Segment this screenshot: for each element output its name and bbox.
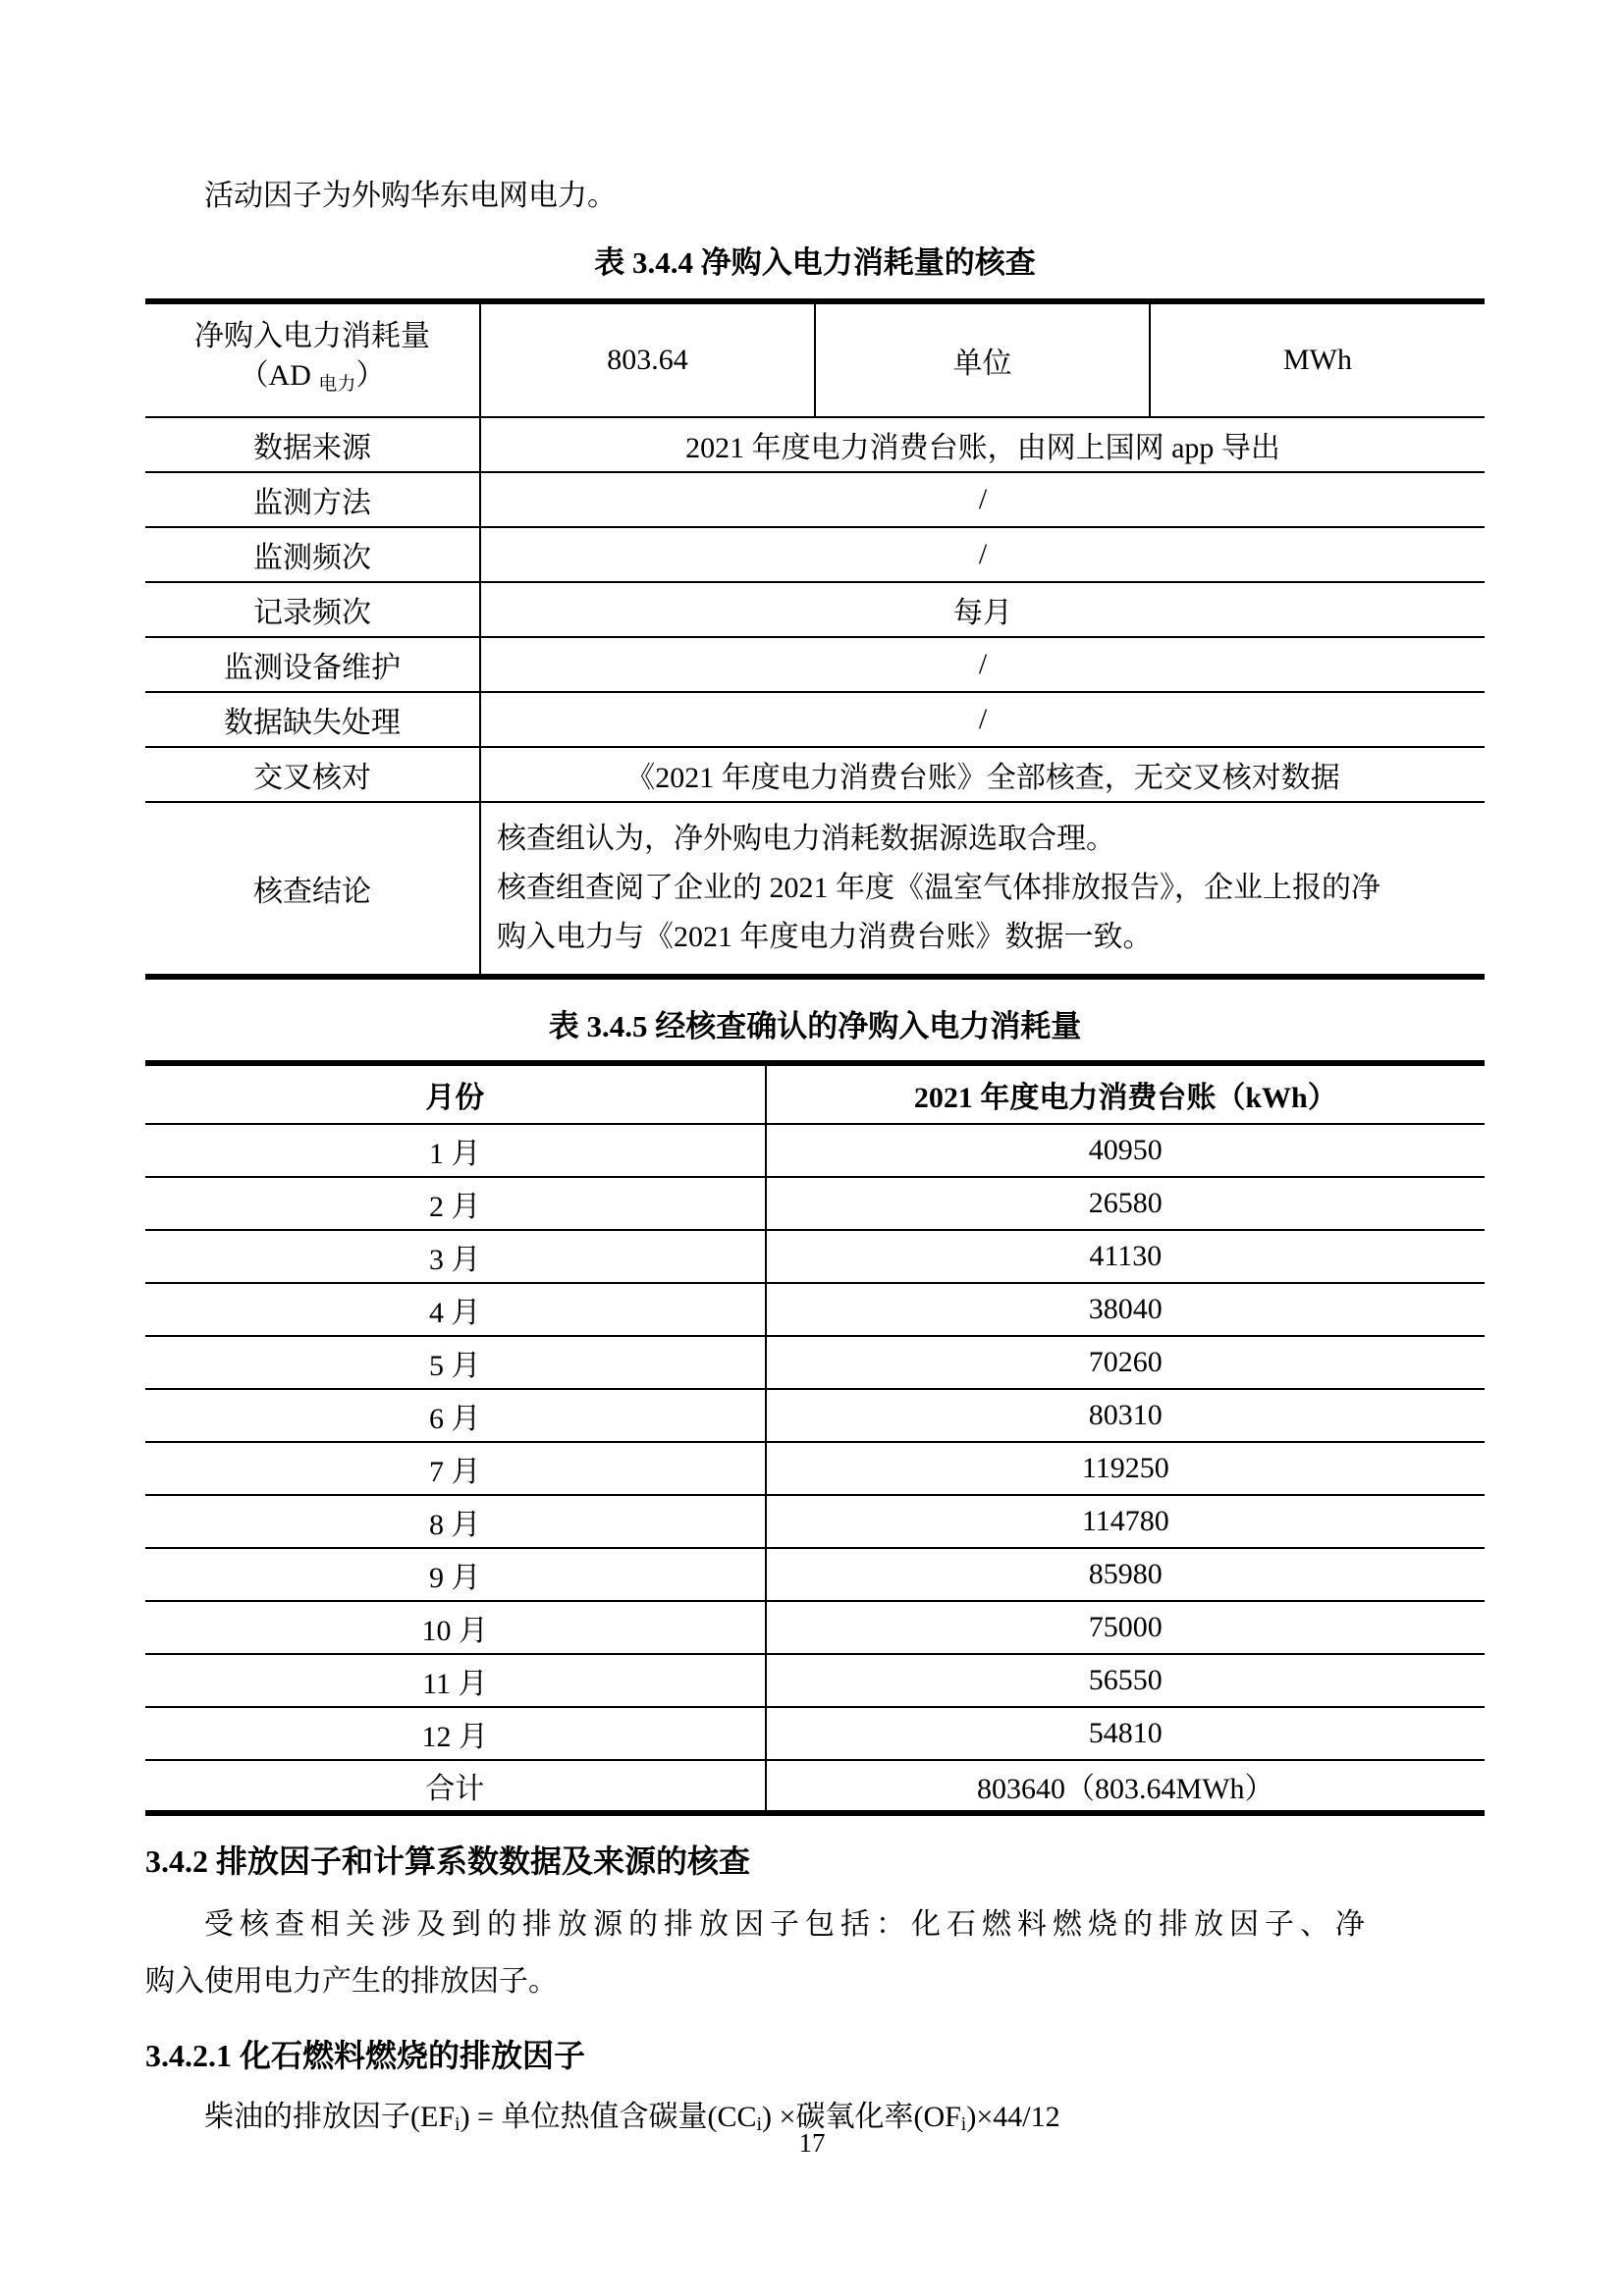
value-cell: 38040 [766,1283,1485,1336]
table-row [145,1548,1485,1601]
section-heading-3-4-2: 3.4.2 排放因子和计算系数数据及来源的核查 [145,1843,751,1879]
intro-paragraph: 活动因子为外购华东电网电力。 [204,180,617,212]
value-cell: 85980 [766,1548,1485,1601]
table-row [145,1495,1485,1548]
table-row [145,747,1485,802]
label-cell: 监测方法 [145,472,480,527]
month-cell: 10 月 [145,1601,766,1654]
month-cell: 11 月 [145,1654,766,1707]
table-3-4-4-title: 表 3.4.4 净购入电力消耗量的核查 [594,245,1036,280]
value-cell: / [480,637,1485,692]
formula-part-4: )×44/12 [966,2101,1060,2133]
value-cell: 119250 [766,1442,1485,1495]
total-value-cell: 803640（803.64MWh） [766,1760,1485,1813]
month-cell: 5 月 [145,1336,766,1389]
conclusion-line-2: 核查组查阅了企业的 2021 年度《温室气体排放报告》，企业上报的净 [497,872,1380,904]
formula-subscript-1: i [455,2113,460,2135]
value-cell: 54810 [766,1707,1485,1760]
total-label-cell: 合计 [145,1760,766,1813]
table-3-4-4 [145,298,1485,980]
conclusion-line-3: 购入电力与《2021 年度电力消费台账》数据一致。 [497,921,1153,953]
value-cell: 114780 [766,1495,1485,1548]
formula-part-3: ) ×碳氧化率(OF [762,2101,961,2133]
value-cell: 《2021 年度电力消费台账》全部核查，无交叉核对数据 [480,747,1485,802]
label-cell: 数据来源 [145,417,480,472]
conclusion-cell [480,802,1485,977]
month-cell: 6 月 [145,1389,766,1442]
month-cell: 12 月 [145,1707,766,1760]
table-total-row [145,1760,1485,1813]
month-cell: 7 月 [145,1442,766,1495]
value-header-cell: 2021 年度电力消费台账（kWh） [766,1063,1485,1124]
value-cell: 56550 [766,1654,1485,1707]
label-cell: 交叉核对 [145,747,480,802]
body-paragraph [145,1896,1485,2010]
table-row [145,1177,1485,1230]
table-row [145,417,1485,472]
value-cell: 每月 [480,582,1485,637]
table-row [145,582,1485,637]
formula-subscript-3: i [960,2113,967,2135]
paragraph-line-2: 购入使用电力产生的排放因子。 [145,1965,558,1998]
value-cell: 70260 [766,1336,1485,1389]
month-cell: 4 月 [145,1283,766,1336]
table-row [145,301,1485,417]
label-cell: 数据缺失处理 [145,692,480,747]
value-cell: 40950 [766,1124,1485,1177]
section-heading-3-4-2-1: 3.4.2.1 化石燃料燃烧的排放因子 [145,2038,586,2073]
unit-value-cell: MWh [1150,301,1485,417]
month-cell: 3 月 [145,1230,766,1283]
ad-label-line1: 净购入电力消耗量 [194,319,430,352]
value-cell: / [480,692,1485,747]
table-3-4-5 [145,1060,1485,1816]
page-number: 17 [798,2128,826,2158]
conclusion-line-1: 核查组认为，净外购电力消耗数据源选取合理。 [497,823,1115,855]
table-row [145,1389,1485,1442]
table-row [145,1654,1485,1707]
ad-label-line2 [151,356,473,404]
value-cell: 41130 [766,1230,1485,1283]
table-row [145,1230,1485,1283]
formula-subscript-2: i [756,2113,763,2135]
value-cell: / [480,472,1485,527]
table-row [145,472,1485,527]
value-cell: 75000 [766,1601,1485,1654]
table-row [145,692,1485,747]
ad-label-pre: （AD [239,358,319,392]
table-row [145,1707,1485,1760]
table-row [145,1124,1485,1177]
table-row [145,637,1485,692]
month-cell: 8 月 [145,1495,766,1548]
table-row [145,1336,1485,1389]
value-cell: 803.64 [480,301,815,417]
value-cell: 26580 [766,1177,1485,1230]
value-cell: 80310 [766,1389,1485,1442]
table-row [145,1442,1485,1495]
formula-part-1: 柴油的排放因子(EF [204,2101,455,2133]
month-cell: 1 月 [145,1124,766,1177]
table-row-conclusion [145,802,1485,977]
paragraph-line-1: 受核查相关涉及到的排放源的排放因子包括：化石燃料燃烧的排放因子、净 [204,1908,1371,1941]
month-cell: 2 月 [145,1177,766,1230]
ad-label-subscript: 电力 [318,373,356,395]
table-row [145,527,1485,582]
ad-label-post: ） [355,358,386,392]
label-cell [145,301,480,417]
label-cell: 监测设备维护 [145,637,480,692]
value-cell: / [480,527,1485,582]
formula-part-2: ) = 单位热值含碳量(CC [460,2101,757,2133]
label-cell: 记录频次 [145,582,480,637]
label-cell: 核查结论 [145,802,480,977]
value-cell: 2021 年度电力消费台账，由网上国网 app 导出 [480,417,1485,472]
month-cell: 9 月 [145,1548,766,1601]
table-row [145,1601,1485,1654]
table-3-4-5-title: 表 3.4.5 经核查确认的净购入电力消耗量 [548,1009,1082,1043]
table-header-row [145,1063,1485,1124]
month-header-cell: 月份 [425,1082,485,1114]
label-cell: 监测频次 [145,527,480,582]
unit-label-cell: 单位 [815,301,1150,417]
table-row [145,1283,1485,1336]
